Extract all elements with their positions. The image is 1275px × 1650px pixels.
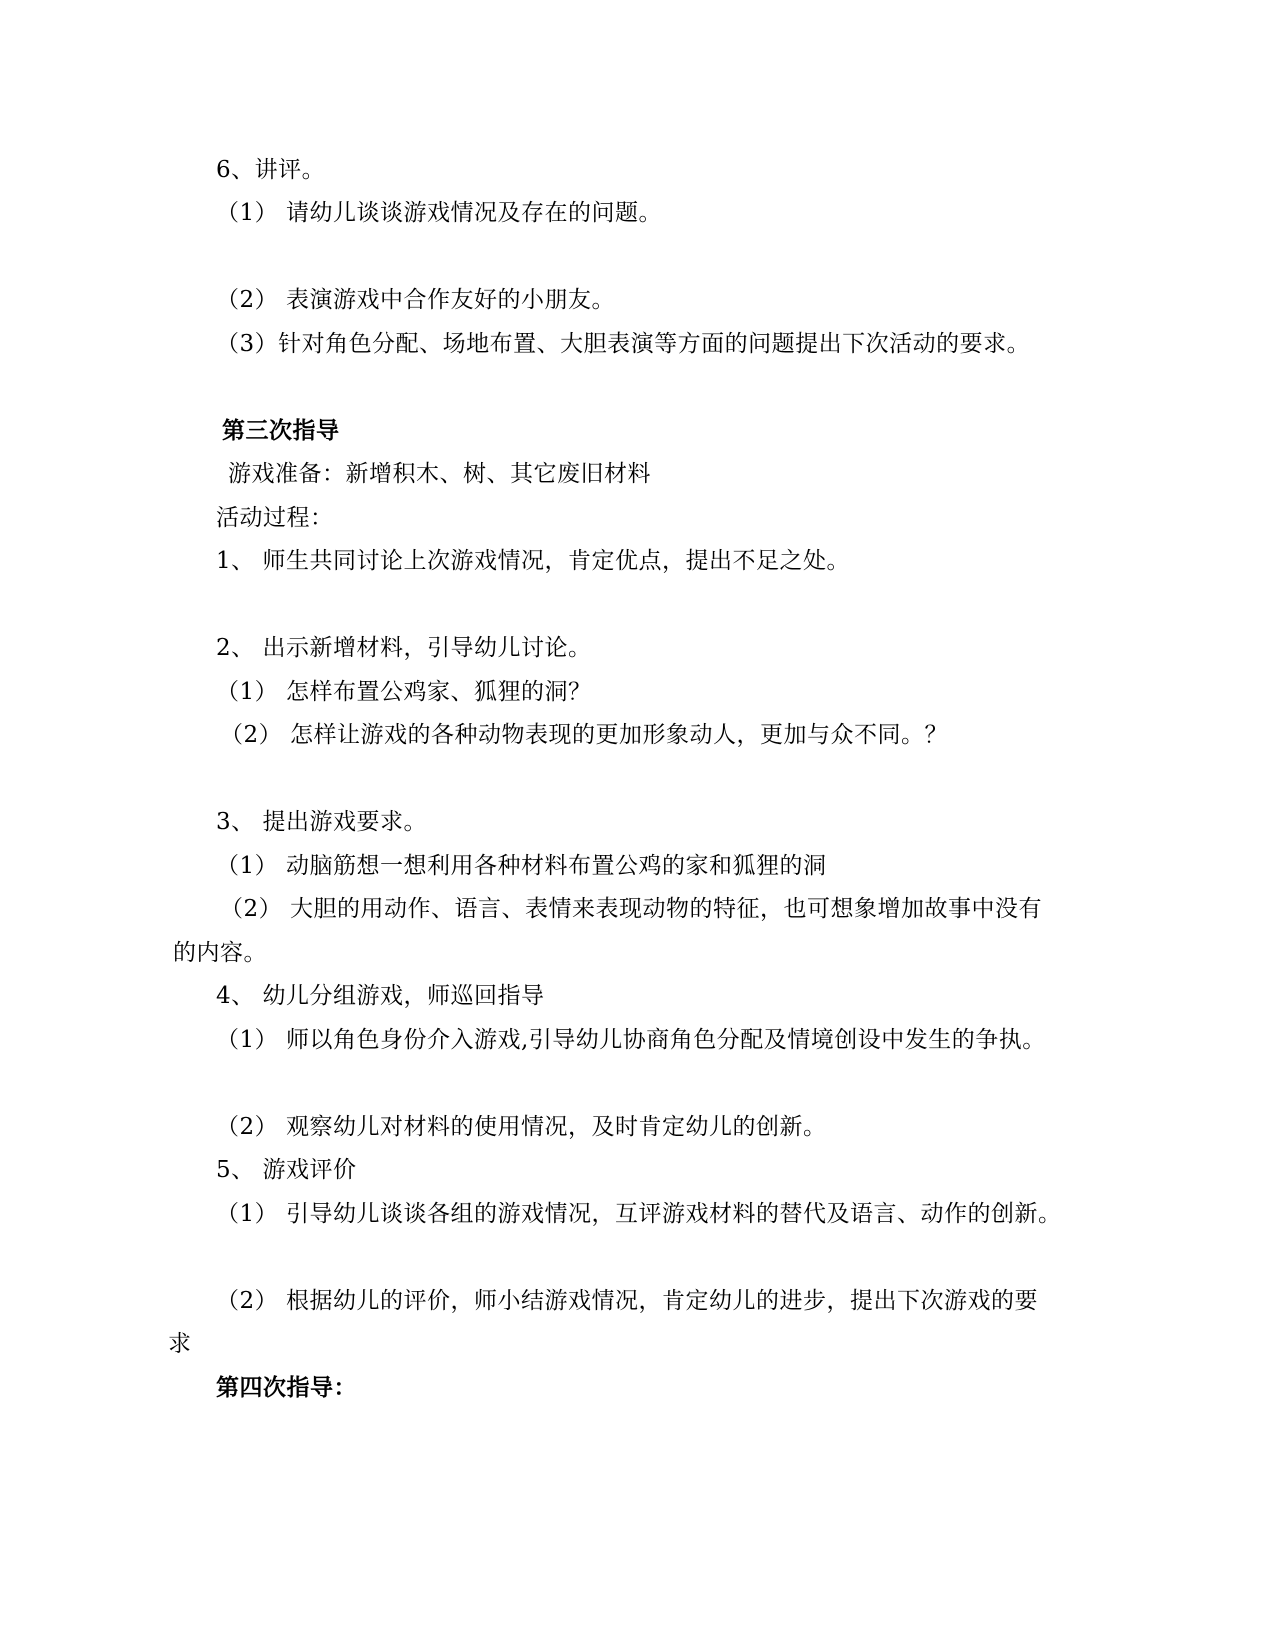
list-item: （3）针对角色分配、场地布置、大胆表演等方面的问题提出下次活动的要求。 [216, 331, 1031, 357]
activity-process-label: 活动过程： [216, 505, 334, 531]
section-heading-fourth-guidance: 第四次指导： [216, 1374, 357, 1401]
list-item: （2） 表演游戏中合作友好的小朋友。 [216, 287, 615, 313]
step-item-5: 5、 游戏评价 [216, 1157, 357, 1183]
step-item-2: 2、 出示新增材料，引导幼儿讨论。 [216, 635, 592, 661]
list-item-continuation: 求 [168, 1331, 192, 1357]
list-item: （2） 根据幼儿的评价，师小结游戏情况，肯定幼儿的进步，提出下次游戏的要 [216, 1288, 1038, 1314]
list-item-continuation: 的内容。 [173, 940, 267, 966]
step-item-3: 3、 提出游戏要求。 [216, 809, 427, 835]
list-item: （2） 怎样让游戏的各种动物表现的更加形象动人，更加与众不同。？ [220, 722, 948, 748]
step-item-1: 1、 师生共同讨论上次游戏情况，肯定优点，提出不足之处。 [216, 548, 850, 574]
list-item: （1） 引导幼儿谈谈各组的游戏情况，互评游戏材料的替代及语言、动作的创新。 [216, 1201, 1062, 1227]
list-item: （1） 请幼儿谈谈游戏情况及存在的问题。 [216, 200, 662, 226]
section-heading-third-guidance: 第三次指导 [222, 417, 340, 444]
list-item: （1） 怎样布置公鸡家、狐狸的洞？ [216, 679, 592, 705]
list-item: （1） 师以角色身份介入游戏,引导幼儿协商角色分配及情境创设中发生的争执。 [216, 1027, 1046, 1053]
list-item: （2） 大胆的用动作、语言、表情来表现动物的特征，也可想象增加故事中没有 [220, 896, 1042, 922]
step-item-4: 4、 幼儿分组游戏，师巡回指导 [216, 983, 545, 1009]
list-item: （2） 观察幼儿对材料的使用情况，及时肯定幼儿的创新。 [216, 1114, 827, 1140]
section-item-6: 6、讲评。 [216, 157, 326, 183]
game-preparation: 游戏准备：新增积木、树、其它废旧材料 [228, 461, 651, 487]
list-item: （1） 动脑筋想一想利用各种材料布置公鸡的家和狐狸的洞 [216, 853, 827, 879]
